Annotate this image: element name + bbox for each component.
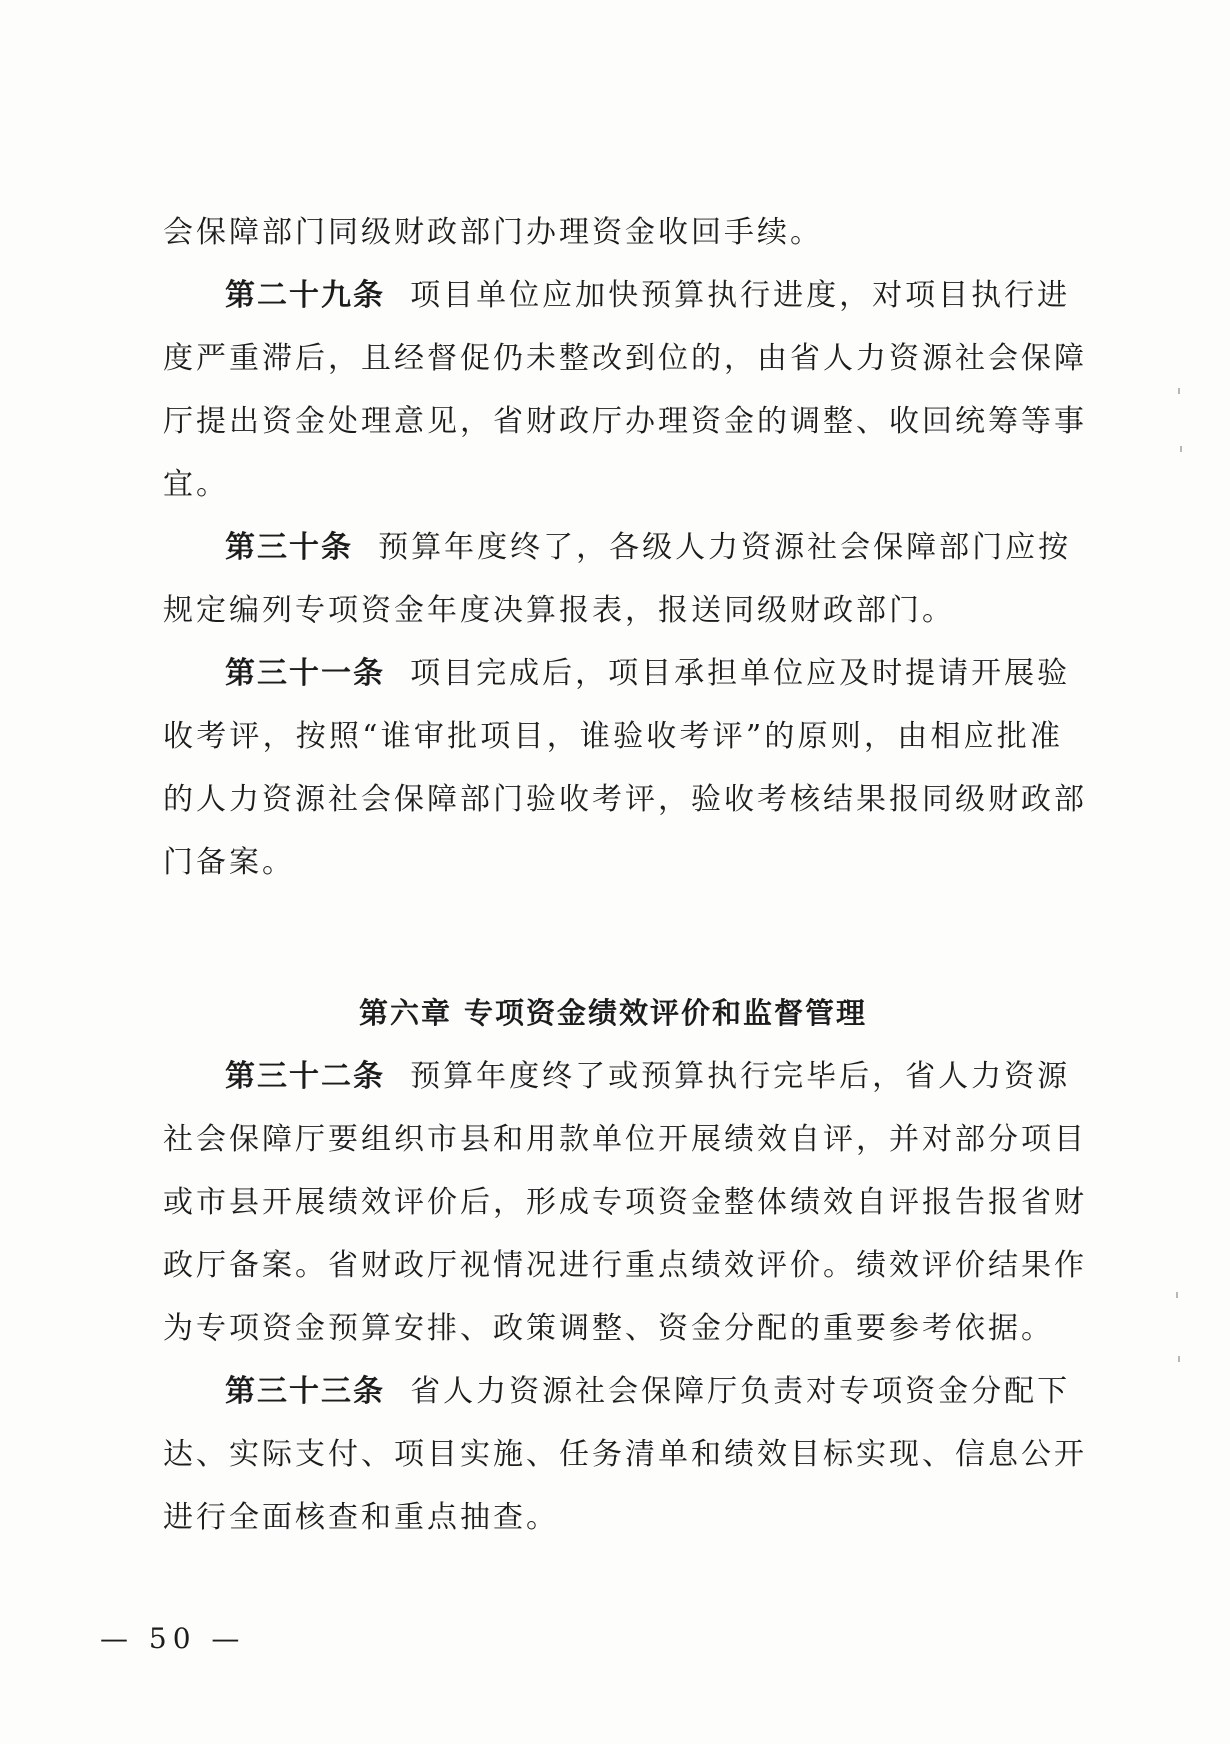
article-33-line-3: 进行全面核查和重点抽查。 [163, 1500, 559, 1535]
article-32-line-4: 政厅备案。省财政厅视情况进行重点绩效评价。绩效评价结果作 [163, 1248, 1087, 1283]
scan-speck [1178, 1356, 1180, 1362]
scan-speck [1180, 446, 1182, 452]
article-32-label: 第三十二条 [225, 1059, 385, 1094]
article-31-label: 第三十一条 [225, 656, 385, 691]
article-32-line-5: 为专项资金预算安排、政策调整、资金分配的重要参考依据。 [163, 1311, 1054, 1346]
article-29-line-2: 度严重滞后，且经督促仍未整改到位的，由省人力资源社会保障 [163, 341, 1087, 376]
chapter-title: 第六章 专项资金绩效评价和监督管理 [358, 996, 868, 1030]
article-29-label: 第二十九条 [225, 278, 385, 313]
article-31-line-4: 门备案。 [163, 845, 295, 880]
page-number: — 50 — [100, 1622, 246, 1655]
article-32-line-1: 第三十二条 预算年度终了或预算执行完毕后，省人力资源 [225, 1059, 1071, 1094]
scan-speck [1178, 388, 1180, 394]
article-30-label: 第三十条 [225, 530, 353, 565]
article-33-line-1: 第三十三条 省人力资源社会保障厅负责对专项资金分配下 [225, 1374, 1071, 1409]
article-32-line-3: 或市县开展绩效评价后，形成专项资金整体绩效自评报告报省财 [163, 1185, 1087, 1220]
article-33-label: 第三十三条 [225, 1374, 385, 1409]
article-31-line-3: 的人力资源社会保障部门验收考评，验收考核结果报同级财政部 [163, 782, 1087, 817]
article-32-line-2: 社会保障厅要组织市县和用款单位开展绩效自评，并对部分项目 [163, 1122, 1087, 1157]
article-30-line-1: 第三十条 预算年度终了，各级人力资源社会保障部门应按 [225, 530, 1072, 565]
scan-speck [1176, 1292, 1178, 1298]
article-29-line-1: 第二十九条 项目单位应加快预算执行进度，对项目执行进 [225, 278, 1071, 313]
article-31-line-2: 收考评，按照“谁审批项目，谁验收考评”的原则，由相应批准 [163, 719, 1063, 754]
body-text-upper [163, 201, 1087, 894]
body-text-lower [163, 1045, 1087, 1549]
article-29-line-4: 宜。 [163, 467, 229, 502]
article-30-line-2: 规定编列专项资金年度决算报表，报送同级财政部门。 [163, 593, 955, 628]
article-33-line-2: 达、实际支付、项目实施、任务清单和绩效目标实现、信息公开 [163, 1437, 1087, 1472]
paragraph-continuation-line: 会保障部门同级财政部门办理资金收回手续。 [163, 215, 823, 250]
article-31-line-1: 第三十一条 项目完成后，项目承担单位应及时提请开展验 [225, 656, 1071, 691]
article-29-line-3: 厅提出资金处理意见，省财政厅办理资金的调整、收回统筹等事 [163, 404, 1087, 439]
